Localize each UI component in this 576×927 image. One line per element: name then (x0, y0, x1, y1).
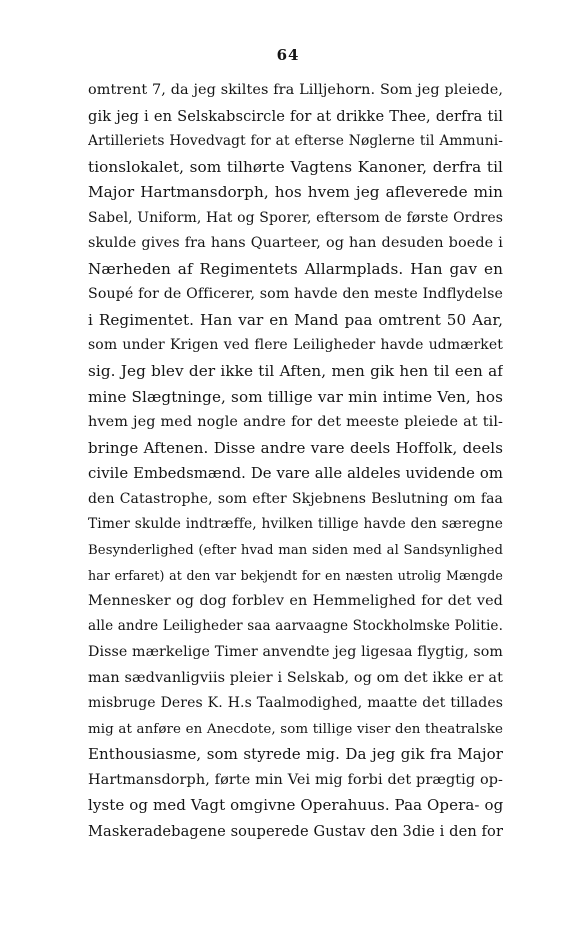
text-line: den Catastrophe, som efter Skjebnens Beslutning om faa (88, 490, 503, 507)
text-line: Mennesker og dog forblev en Hemmelighed for det ved (88, 592, 503, 609)
text-line: Hartmansdorph, førte min Vei mig forbi det prægtig op- (88, 771, 503, 788)
text-line: tionslokalet, som tilhørte Vagtens Kanoner, derfra til (88, 157, 503, 176)
text-line: mig at anføre en Anecdote, som tillige viser den theatralske (88, 721, 503, 737)
text-line: som under Krigen ved flere Leiligheder havde udmærket (88, 337, 503, 354)
page-number: 64 (276, 46, 300, 64)
text-line: civile Embedsmænd. De vare alle aldeles uvidende om (88, 465, 503, 483)
text-line: omtrent 7, da jeg skiltes fra Lilljehorn. Som jeg pleiede, (88, 82, 503, 98)
text-line: Nærheden af Regimentets Allarmplads. Han gav en (88, 259, 503, 278)
text-line: skulde gives fra hans Quarteer, og han desuden boede i (88, 235, 503, 252)
text-line: i Regimentet. Han var en Mand paa omtrent 50 Aar, (88, 310, 503, 329)
text-line: Artilleriets Hovedvagt for at efterse Nøglerne til Ammuni- (88, 133, 503, 150)
text-line: Sabel, Uniform, Hat og Sporer, eftersom de første Ordres (88, 209, 503, 226)
text-line: misbruge Deres K. H.s Taalmodighed, maatte det tillades (88, 695, 503, 712)
text-line: hvem jeg med nogle andre for det meeste pleiede at til- (88, 414, 503, 431)
text-line: Timer skulde indtræffe, hvilken tillige havde den særegne (88, 516, 503, 533)
text-line: gik jeg i en Selskabscircle for at drikke Thee, derfra til (88, 107, 503, 125)
text-line: lyste og med Vagt omgivne Operahuus. Paa Opera- og (88, 796, 503, 815)
text-line: har erfaret) at den var bekjendt for en næsten utrolig Mængde (88, 568, 503, 584)
text-line: Enthousiasme, som styrede mig. Da jeg gik fra Major (88, 745, 503, 764)
text-line: man sædvanligviis pleier i Selskab, og om det ikke er at (88, 669, 503, 686)
text-line: Maskeradebagene souperede Gustav den 3die i den for (88, 822, 503, 840)
text-line: bringe Aftenen. Disse andre vare deels Hoffolk, deels (88, 438, 503, 457)
text-line: Major Hartmansdorph, hos hvem jeg afleverede min (88, 183, 503, 202)
text-line: sig. Jeg blev der ikke til Aften, men gik hen til een af (88, 362, 503, 381)
text-line: alle andre Leiligheder saa aarvaagne Stockholmske Politie. (88, 618, 503, 635)
body-text (88, 78, 503, 844)
text-line: mine Slægtninge, som tillige var min intime Ven, hos (88, 387, 503, 406)
text-line: Besynderlighed (efter hvad man siden med al Sandsynlighed (88, 542, 503, 558)
text-line: Soupé for de Officerer, som havde den meste Indflydelse (88, 286, 503, 303)
text-line: Disse mærkelige Timer anvendte jeg ligesaa flygtig, som (88, 644, 503, 661)
